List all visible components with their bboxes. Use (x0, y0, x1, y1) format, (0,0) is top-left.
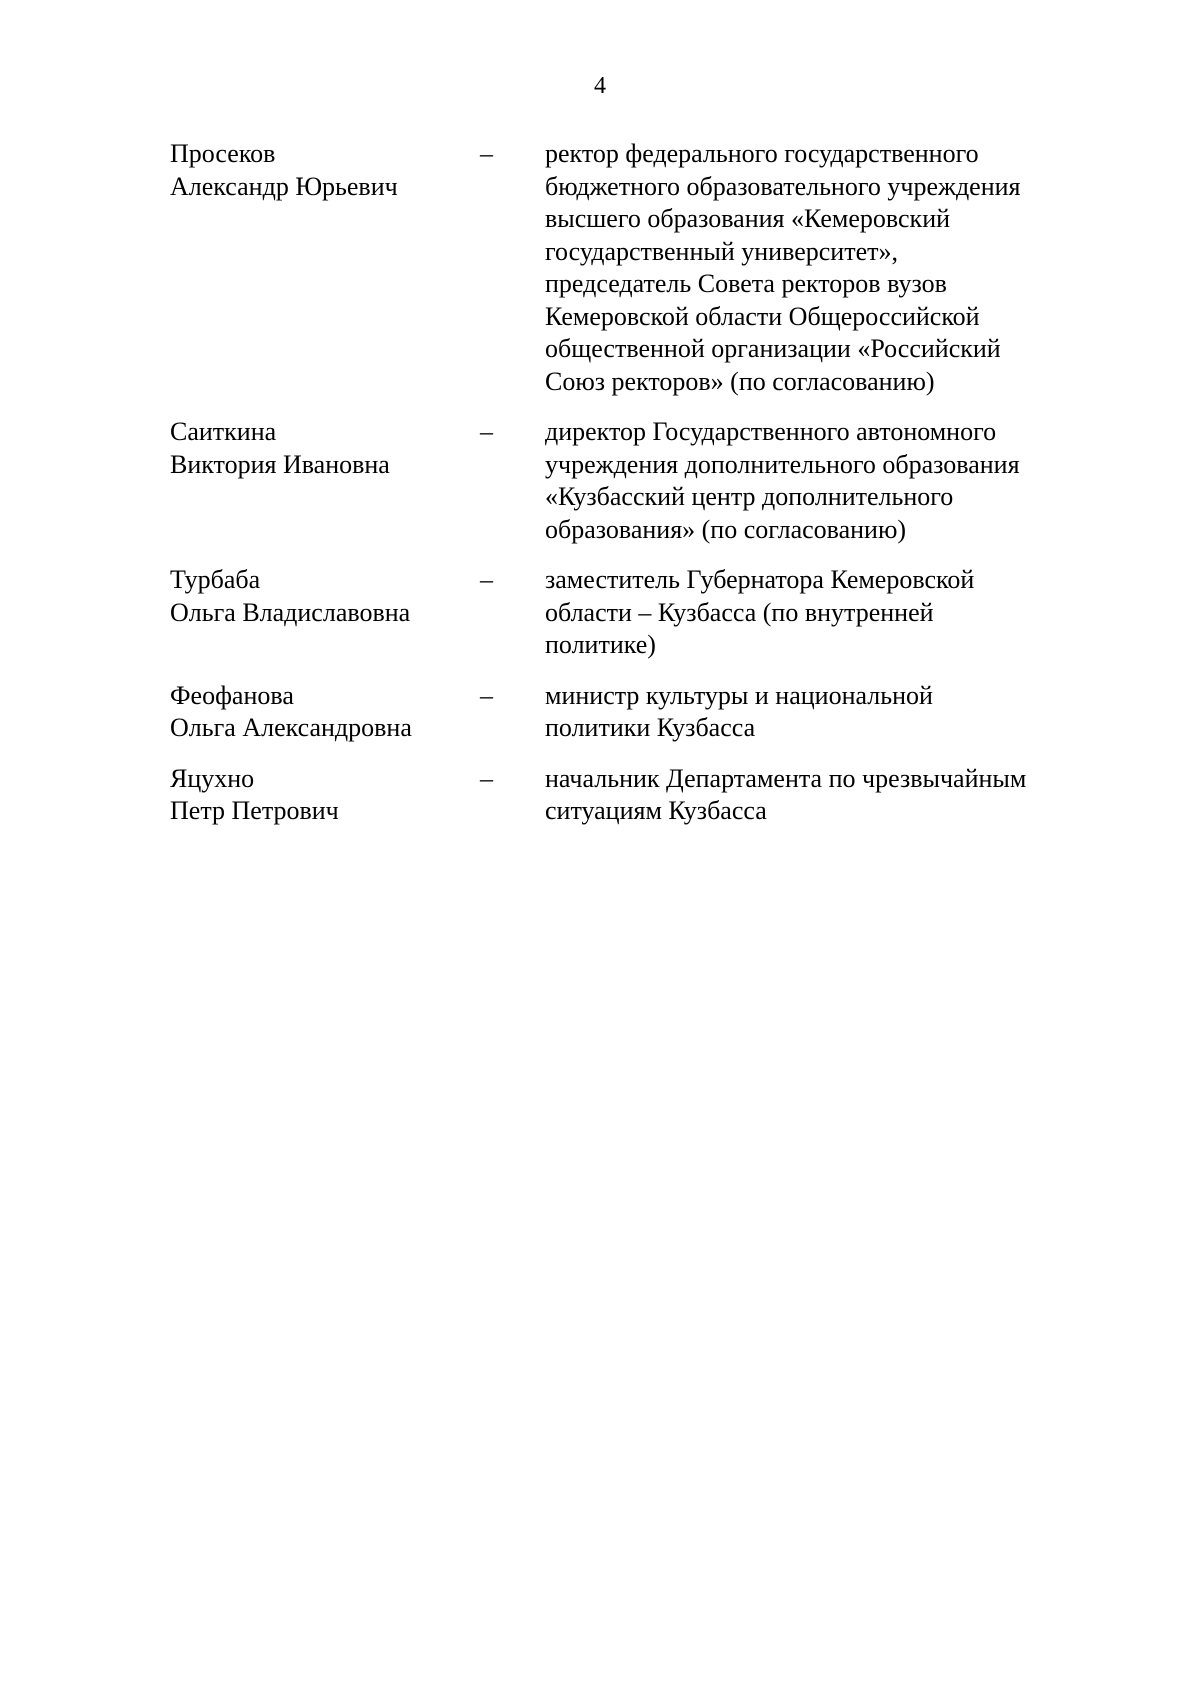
position-line: области – Кузбасса (по внутренней (545, 597, 934, 627)
member-list (170, 138, 1100, 846)
position-line: Союз ректоров» (по согласованию) (545, 366, 935, 396)
member-entry (170, 564, 1100, 662)
separator-dash: – (480, 763, 493, 793)
member-name (170, 138, 480, 203)
member-surname: Турбаба (170, 565, 261, 594)
position-line: общественной организации «Российский (545, 334, 1001, 363)
member-entry (170, 138, 1100, 398)
member-position (545, 763, 1100, 828)
separator-dash: – (480, 139, 493, 168)
member-name (170, 564, 480, 629)
member-entry (170, 416, 1100, 546)
separator-dash: – (480, 417, 493, 446)
position-line: политике) (545, 630, 656, 659)
member-given-names: Ольга Владиславовна (170, 597, 411, 627)
member-surname: Просеков (170, 139, 276, 168)
member-entry (170, 763, 1100, 828)
position-line: политики Кузбасса (545, 713, 756, 742)
position-line: начальник Департамента по чрезвычайным (545, 763, 1027, 793)
position-line: директор Государственного автономного (545, 417, 997, 446)
member-entry (170, 680, 1100, 745)
member-name (170, 416, 480, 481)
separator-dash: – (480, 565, 493, 594)
position-line: учреждения дополнительного образования (545, 449, 1020, 479)
position-line: образования» (по согласованию) (545, 514, 907, 544)
position-line: государственный университет», (545, 236, 898, 266)
position-line: ситуациям Кузбасса (545, 796, 767, 825)
member-surname: Саиткина (170, 417, 277, 446)
member-given-names: Ольга Александровна (170, 713, 412, 742)
member-position (545, 416, 1100, 546)
member-given-names: Александр Юрьевич (170, 171, 398, 201)
position-line: заместитель Губернатора Кемеровской (545, 565, 975, 594)
position-line: «Кузбасский центр дополнительного (545, 482, 954, 511)
position-line: министр культуры и национальной (545, 680, 933, 710)
member-given-names: Петр Петрович (170, 796, 339, 825)
position-line: председатель Совета ректоров вузов (545, 269, 947, 298)
position-line: Кемеровской области Общероссийской (545, 301, 980, 331)
member-name (170, 680, 480, 745)
position-line: бюджетного образовательного учреждения (545, 171, 1021, 201)
position-line: высшего образования «Кемеровский (545, 204, 951, 233)
member-given-names: Виктория Ивановна (170, 449, 390, 479)
member-position (545, 680, 1100, 745)
member-surname: Яцухно (170, 763, 255, 793)
position-line: ректор федерального государственного (545, 139, 979, 168)
member-surname: Феофанова (170, 680, 294, 710)
member-name (170, 763, 480, 828)
separator-dash: – (480, 680, 493, 710)
member-position (545, 564, 1100, 662)
page-number: 4 (594, 73, 606, 99)
member-position (545, 138, 1100, 398)
